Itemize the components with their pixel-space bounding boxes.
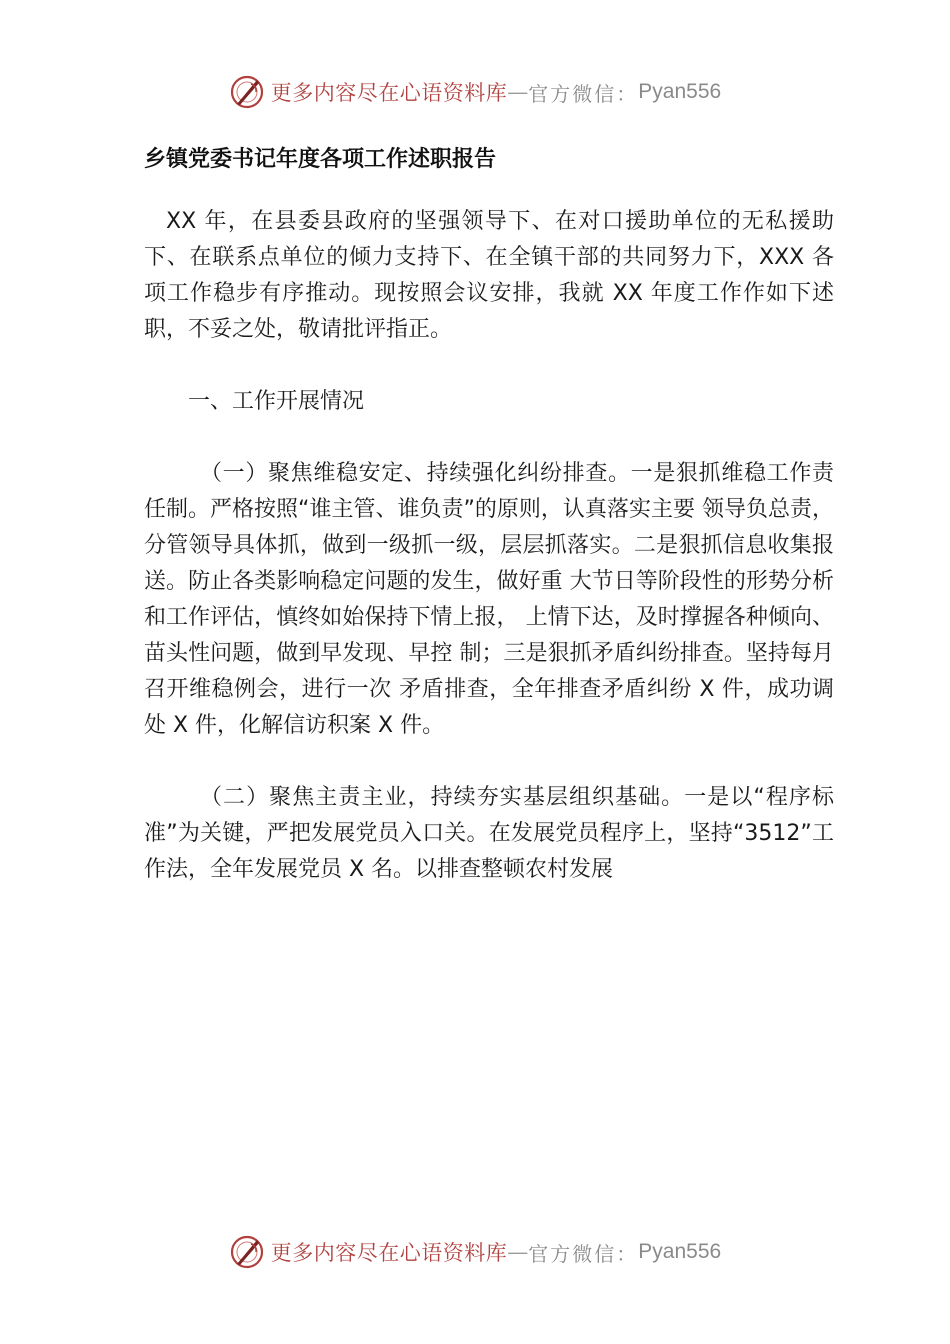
watermark-wechat-label: 官方微信： <box>528 1241 639 1266</box>
watermark-banner-top <box>0 72 950 112</box>
quill-pen-seal-icon <box>229 74 265 110</box>
document-title: 乡镇党委书记年度各项工作述职报告 <box>144 147 497 172</box>
watermark-separator: — <box>507 80 529 104</box>
section-heading: 一、工作开展情况 <box>188 389 365 414</box>
watermark-text: 更多内容尽在心语资料库 <box>270 81 508 105</box>
watermark-separator: — <box>507 1240 529 1264</box>
watermark-wechat-id: Pyan556 <box>638 1240 722 1263</box>
subsection-paragraph: （二）聚焦主责主业，持续夯实基层组织基础。一是以“程序标准”为关键，严把发展党员入口关。在发展党员程序上，坚持“3512”工作法，全年发展党员 X 名。以排查整顿农村发展 <box>144 785 834 882</box>
quill-pen-seal-icon <box>229 1234 265 1270</box>
watermark-wechat-label: 官方微信： <box>528 81 639 106</box>
subsection-paragraph: （一）聚焦维稳安定、持续强化纠纷排查。一是狠抓维稳工作责任制。严格按照“谁主管、谁负责”的原则，认真落实主要 领导负总责，分管领导具体抓，做到一级抓一级，层层抓落实。二是狠抓信息收集报送。防止各类影响稳定问题的发生，做好重 大节日等阶段性的形势分析和工作评估，慎终如始保持下情上报， 上情下达，及时撑握各种倾向、苗头性问题，做到早发现、早控 制；三是狠抓矛盾纠纷排查。坚持每月召开维稳例会，进行一次 矛盾排查，全年排查矛盾纠纷 X 件，成功调处 X 件，化解信访积案 X 件。 <box>144 461 834 738</box>
intro-paragraph: XX 年，在县委县政府的坚强领导下、在对口援助单位的无私援助下、在联系点单位的倾力支持下、在全镇干部的共同努力下，XXX 各项工作稳步有序推动。现按照会议安排，我就 XX 年度工作作如下述职，不妥之处，敬请批评指正。 <box>144 209 834 342</box>
watermark-banner-bottom <box>0 1232 950 1272</box>
watermark-text: 更多内容尽在心语资料库 <box>270 1241 508 1265</box>
document-body <box>144 140 834 888</box>
watermark-wechat-id: Pyan556 <box>638 80 722 103</box>
